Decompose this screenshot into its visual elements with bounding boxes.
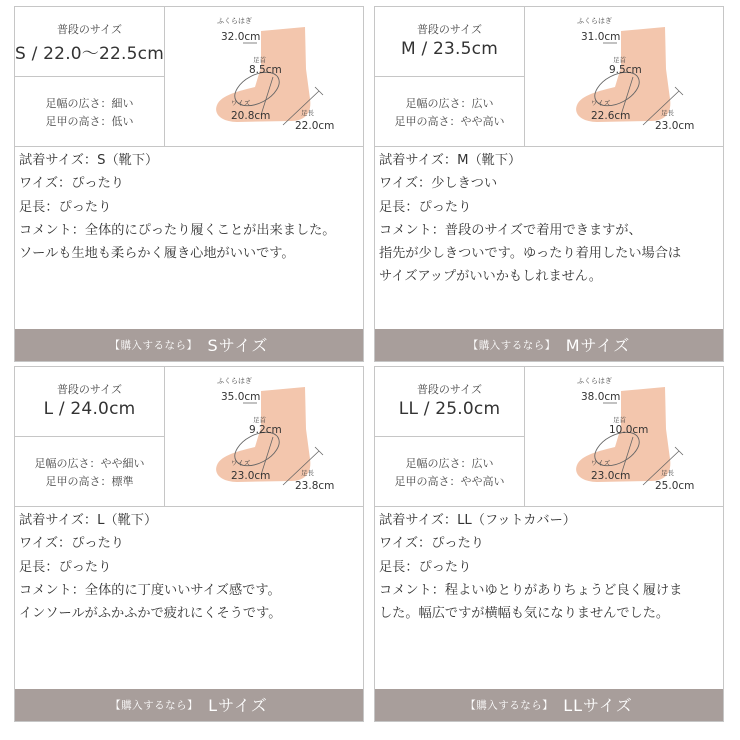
ankle-label: 足首 — [613, 56, 626, 64]
fitting-review — [15, 149, 363, 265]
length-value: 23.8cm — [295, 480, 335, 492]
review-line: した。幅広ですが横幅も気になりませんでした。 — [379, 606, 670, 622]
size-info-panel — [375, 7, 525, 147]
calf-label: ふくらはぎ — [577, 377, 612, 385]
calf-label: ふくらはぎ — [217, 17, 252, 25]
foot-measurement-illustration — [525, 367, 723, 507]
ankle-value: 8.5cm — [249, 64, 282, 76]
ankle-value: 9.2cm — [249, 424, 282, 436]
fitting-review — [375, 149, 723, 289]
size-review-card-s — [14, 6, 364, 362]
usual-size-cell — [375, 7, 524, 77]
recommended-size-bar — [375, 689, 723, 721]
buy-prefix: 【購入するなら】 — [110, 699, 199, 712]
instep-height-fit: 足甲の高さ：標準 — [45, 475, 134, 488]
review-line: ソールも生地も柔らかく履き心地がいいです。 — [19, 246, 295, 262]
recommended-size: Lサイズ — [208, 695, 268, 715]
ankle-value: 9.5cm — [609, 64, 642, 76]
foot-diagram — [525, 7, 723, 147]
ankle-label: 足首 — [613, 416, 626, 424]
review-line: ワイズ：少しきつい — [379, 176, 498, 192]
usual-size-label: 普段のサイズ — [56, 23, 123, 36]
usual-size-cell — [15, 7, 164, 77]
foot-measurement-illustration — [165, 7, 363, 147]
foot-measurement-illustration — [165, 367, 363, 507]
review-line: 足長：ぴったり — [19, 559, 112, 575]
foot-shape-cell — [15, 77, 164, 146]
calf-value: 38.0cm — [581, 391, 621, 403]
usual-size-value: M / 23.5cm — [401, 39, 498, 59]
foot-shape-cell — [375, 77, 524, 146]
recommended-size: Sサイズ — [207, 335, 269, 355]
review-line: 指先が少しきついです。ゆったり着用したい場合は — [379, 246, 682, 262]
recommended-size: LLサイズ — [563, 695, 633, 715]
size-review-card-l — [14, 366, 364, 722]
foot-diagram — [165, 7, 363, 147]
length-label: 足長 — [661, 109, 674, 117]
wise-value: 23.0cm — [231, 470, 271, 482]
ankle-value: 10.0cm — [609, 424, 649, 436]
review-line: 試着サイズ：M（靴下） — [379, 153, 522, 168]
review-line: コメント：普段のサイズで着用できますが、 — [379, 222, 642, 238]
calf-label: ふくらはぎ — [577, 17, 612, 25]
length-label: 足長 — [301, 109, 314, 117]
instep-height-fit: 足甲の高さ：低い — [45, 115, 134, 128]
review-line: 足長：ぴったり — [379, 199, 472, 215]
wise-label: ワイズ — [591, 99, 611, 107]
review-line: ワイズ：ぴったり — [379, 536, 484, 552]
recommended-size-bar — [15, 329, 363, 361]
fitting-review — [375, 509, 723, 625]
foot-diagram — [165, 367, 363, 507]
instep-height-fit: 足甲の高さ：やや高い — [394, 115, 505, 128]
review-line: コメント：程よいゆとりがありちょうど良く履けま — [379, 582, 683, 598]
review-line: コメント：全体的にぴったり履くことが出来ました。 — [19, 222, 336, 238]
length-label: 足長 — [301, 469, 314, 477]
review-line: ワイズ：ぴったり — [19, 536, 124, 552]
calf-value: 35.0cm — [221, 391, 261, 403]
review-line: 足長：ぴったり — [19, 199, 112, 215]
calf-label: ふくらはぎ — [217, 377, 252, 385]
fitting-review — [15, 509, 363, 625]
usual-size-label: 普段のサイズ — [416, 23, 483, 36]
size-info-panel — [15, 7, 165, 147]
calf-value: 31.0cm — [581, 31, 621, 43]
instep-height-fit: 足甲の高さ：やや高い — [394, 475, 505, 488]
recommended-size: Mサイズ — [565, 335, 631, 355]
usual-size-label: 普段のサイズ — [416, 383, 483, 396]
usual-size-value: S / 22.0〜22.5cm — [15, 44, 164, 64]
size-info-panel — [15, 367, 165, 507]
review-line: サイズアップがいいかもしれません。 — [379, 269, 602, 285]
length-value: 25.0cm — [655, 480, 695, 492]
review-line: ワイズ：ぴったり — [19, 176, 124, 192]
review-line: 試着サイズ：LL（フットカバー） — [379, 513, 576, 528]
foot-shape-cell — [375, 437, 524, 506]
length-label: 足長 — [661, 469, 674, 477]
size-review-card-ll — [374, 366, 724, 722]
usual-size-value: L / 24.0cm — [43, 399, 136, 419]
foot-width-fit: 足幅の広さ：細い — [45, 97, 134, 110]
recommended-size-bar — [15, 689, 363, 721]
foot-shape-cell — [15, 437, 164, 506]
buy-prefix: 【購入するなら】 — [465, 699, 554, 712]
usual-size-label: 普段のサイズ — [56, 383, 123, 396]
review-line: 試着サイズ：L（靴下） — [19, 513, 158, 528]
wise-value: 20.8cm — [231, 110, 271, 122]
wise-value: 22.6cm — [591, 110, 631, 122]
ankle-label: 足首 — [253, 56, 266, 64]
foot-measurement-illustration — [525, 7, 723, 147]
foot-width-fit: 足幅の広さ：やや細い — [34, 457, 145, 470]
length-value: 23.0cm — [655, 120, 695, 132]
review-line: インソールがふかふかで疲れにくそうです。 — [19, 606, 282, 622]
foot-width-fit: 足幅の広さ：広い — [405, 457, 494, 470]
wise-value: 23.0cm — [591, 470, 631, 482]
usual-size-cell — [15, 367, 164, 437]
foot-width-fit: 足幅の広さ：広い — [405, 97, 494, 110]
recommended-size-bar — [375, 329, 723, 361]
usual-size-value: LL / 25.0cm — [398, 399, 501, 419]
review-line: 試着サイズ：S（靴下） — [19, 153, 159, 168]
ankle-label: 足首 — [253, 416, 266, 424]
usual-size-cell — [375, 367, 524, 437]
wise-label: ワイズ — [591, 459, 611, 467]
review-line: コメント：全体的に丁度いいサイズ感です。 — [19, 582, 281, 598]
buy-prefix: 【購入するなら】 — [467, 339, 556, 352]
size-review-card-m — [374, 6, 724, 362]
wise-label: ワイズ — [231, 459, 251, 467]
wise-label: ワイズ — [231, 99, 251, 107]
size-info-panel — [375, 367, 525, 507]
foot-diagram — [525, 367, 723, 507]
review-line: 足長：ぴったり — [379, 559, 472, 575]
buy-prefix: 【購入するなら】 — [109, 339, 198, 352]
length-value: 22.0cm — [295, 120, 335, 132]
calf-value: 32.0cm — [221, 31, 261, 43]
